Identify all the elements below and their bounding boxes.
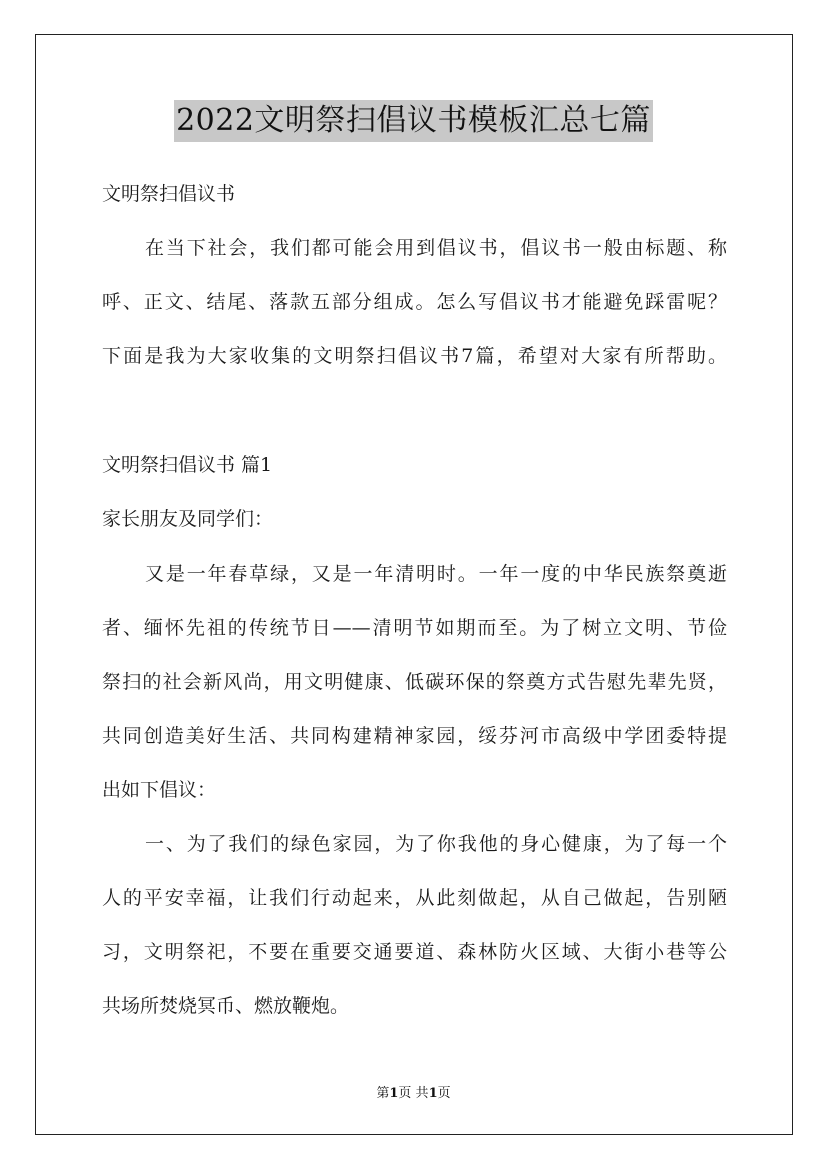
paragraph-line: 人的平安幸福，让我们行动起来，从此刻做起，从自己做起，告别陋 <box>102 887 727 909</box>
paragraph-line: 者、缅怀先祖的传统节日——清明节如期而至。为了树立文明、节俭 <box>102 617 727 639</box>
page-total: 1 <box>428 1086 438 1101</box>
intro-line: 呼、正文、结尾、落款五部分组成。怎么写倡议书才能避免踩雷呢？ <box>102 291 727 313</box>
intro-line: 下面是我为大家收集的文明祭扫倡议书7篇，希望对大家有所帮助。 <box>102 345 727 367</box>
salutation: 家长朋友及同学们： <box>102 508 274 530</box>
page-label-post: 页 <box>437 1086 451 1101</box>
paragraph-line: 习，文明祭祀，不要在重要交通要道、森林防火区域、大街小巷等公 <box>102 941 727 963</box>
intro-line: 在当下社会，我们都可能会用到倡议书，倡议书一般由标题、称 <box>145 237 727 259</box>
paragraph-line: 出如下倡议： <box>102 779 217 801</box>
document-title: 2022文明祭扫倡议书模板汇总七篇 <box>174 100 653 142</box>
page-footer <box>0 1085 827 1103</box>
paragraph-line: 共场所焚烧冥币、燃放鞭炮。 <box>102 995 350 1017</box>
paragraph-line: 祭扫的社会新风尚，用文明健康、低碳环保的祭奠方式告慰先辈先贤， <box>102 671 727 693</box>
section-heading: 文明祭扫倡议书 篇1 <box>102 454 273 476</box>
page-label-pre: 第 <box>376 1086 390 1101</box>
title-container <box>0 100 827 142</box>
page-label-mid: 页 共 <box>398 1086 429 1101</box>
subtitle: 文明祭扫倡议书 <box>102 183 236 205</box>
paragraph-line: 又是一年春草绿，又是一年清明时。一年一度的中华民族祭奠逝 <box>145 563 727 585</box>
paragraph-line: 共同创造美好生活、共同构建精神家园，绥芬河市高级中学团委特提 <box>102 725 727 747</box>
paragraph-line: 一、为了我们的绿色家园，为了你我他的身心健康，为了每一个 <box>145 833 727 855</box>
page-current: 1 <box>389 1086 399 1101</box>
